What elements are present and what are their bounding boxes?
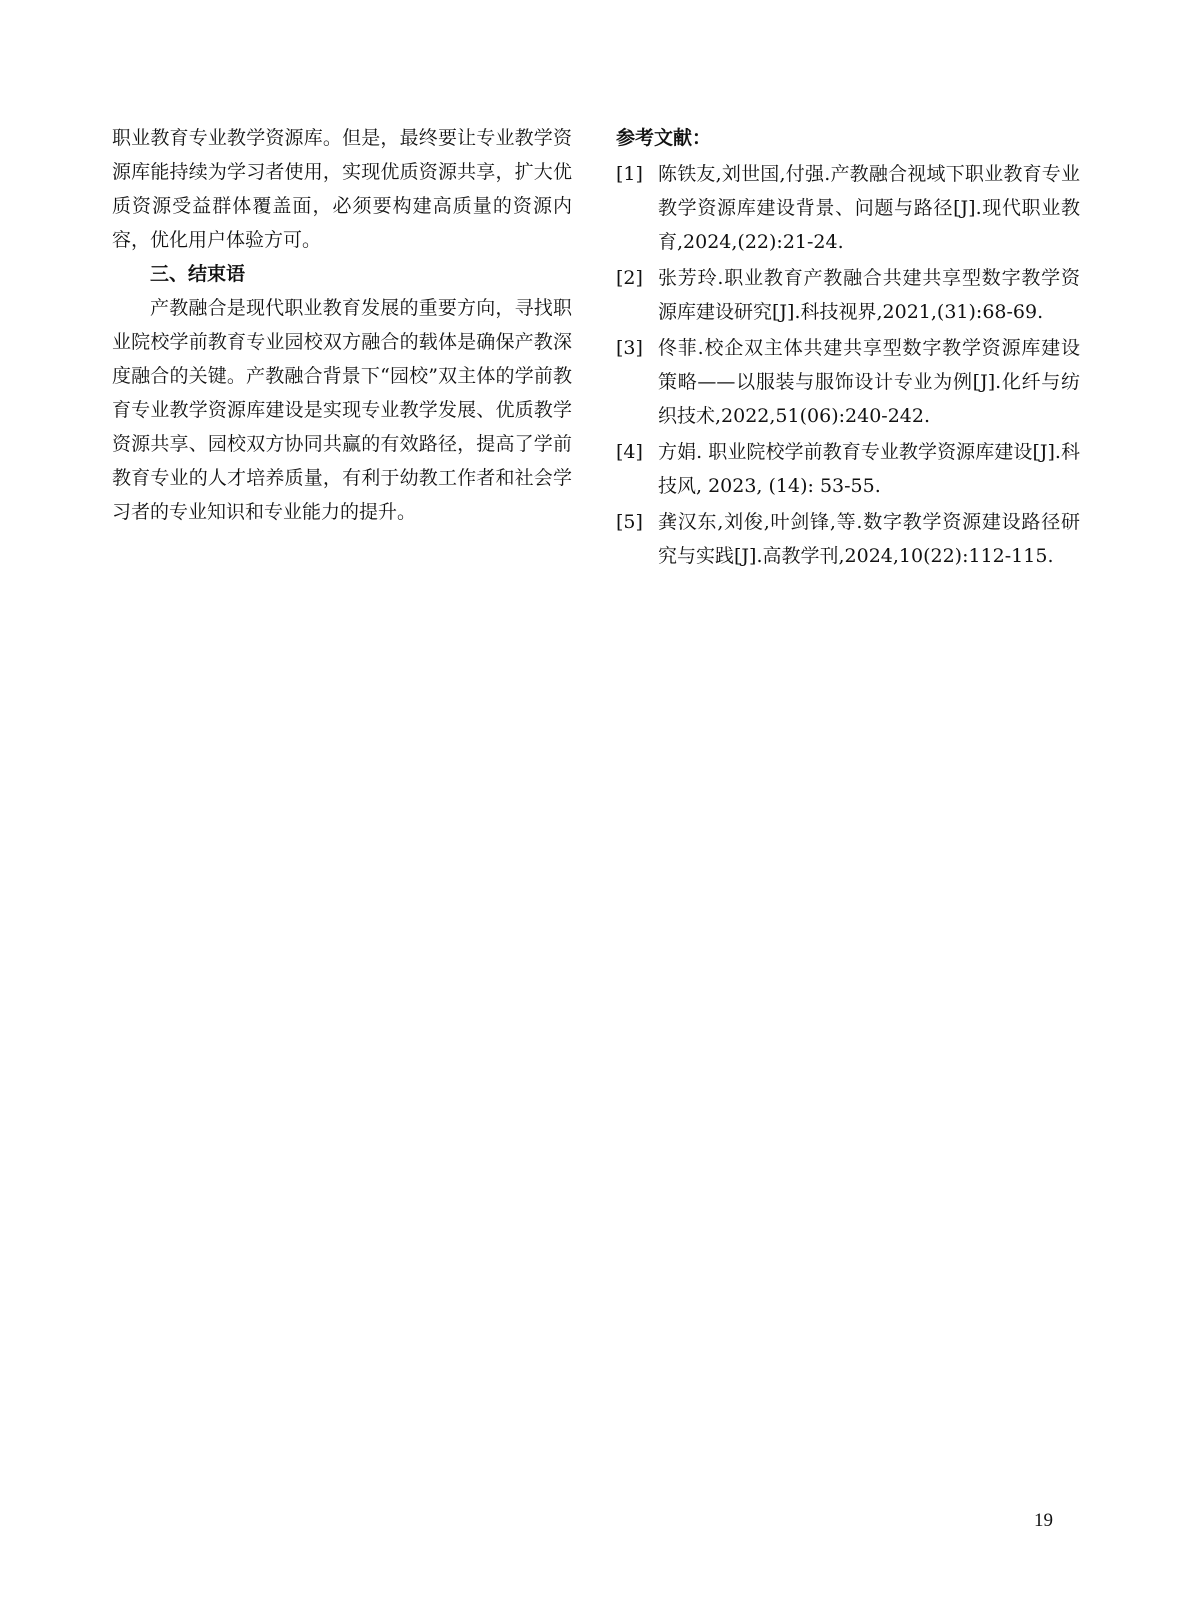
reference-text: 佟菲.校企双主体共建共享型数字教学资源库建设策略——以服装与服饰设计专业为例[J].化纤与纺织技术,2022,51(06):240-242. bbox=[658, 337, 1080, 427]
body-paragraph-conclusion: 产教融合是现代职业教育发展的重要方向，寻找职业院校学前教育专业园校双方融合的载体是确保产教深度融合的关键。产教融合背景下“园校”双主体的学前教育专业教学资源库建设是实现专业教学发展、优质教学资源共享、园校双方协同共赢的有效路径，提高了学前教育专业的人才培养质量，有利于幼教工作者和社会学习者的专业知识和专业能力的提升。 bbox=[112, 297, 572, 523]
reference-item bbox=[616, 261, 1080, 329]
reference-text: 陈铁友,刘世国,付强.产教融合视域下职业教育专业教学资源库建设背景、问题与路径[J].现代职业教育,2024,(22):21-24. bbox=[658, 163, 1080, 253]
left-column bbox=[112, 121, 572, 529]
reference-item bbox=[616, 505, 1080, 573]
references-section bbox=[616, 121, 1080, 575]
reference-number: [5] bbox=[616, 511, 643, 533]
reference-number: [2] bbox=[616, 267, 643, 289]
reference-item bbox=[616, 331, 1080, 433]
body-paragraph-continued: 职业教育专业教学资源库。但是，最终要让专业教学资源库能持续为学习者使用，实现优质资源共享，扩大优质资源受益群体覆盖面，必须要构建高质量的资源内容，优化用户体验方可。 bbox=[112, 127, 572, 251]
reference-text: 龚汉东,刘俊,叶剑锋,等.数字教学资源建设路径研究与实践[J].高教学刊,2024,10(22):112-115. bbox=[658, 511, 1080, 567]
reference-text: 方娟. 职业院校学前教育专业教学资源库建设[J].科技风, 2023, (14): 53-55. bbox=[658, 441, 1080, 497]
reference-text: 张芳玲.职业教育产教融合共建共享型数字教学资源库建设研究[J].科技视界,2021,(31):68-69. bbox=[658, 267, 1080, 323]
reference-number: [4] bbox=[616, 441, 643, 463]
reference-item bbox=[616, 157, 1080, 259]
page-number: 19 bbox=[1034, 1510, 1053, 1531]
section-heading-conclusion: 三、结束语 bbox=[150, 263, 246, 285]
references-title: 参考文献： bbox=[616, 127, 712, 149]
reference-number: [3] bbox=[616, 337, 643, 359]
reference-number: [1] bbox=[616, 163, 643, 185]
reference-item bbox=[616, 435, 1080, 503]
references-list bbox=[616, 157, 1080, 573]
